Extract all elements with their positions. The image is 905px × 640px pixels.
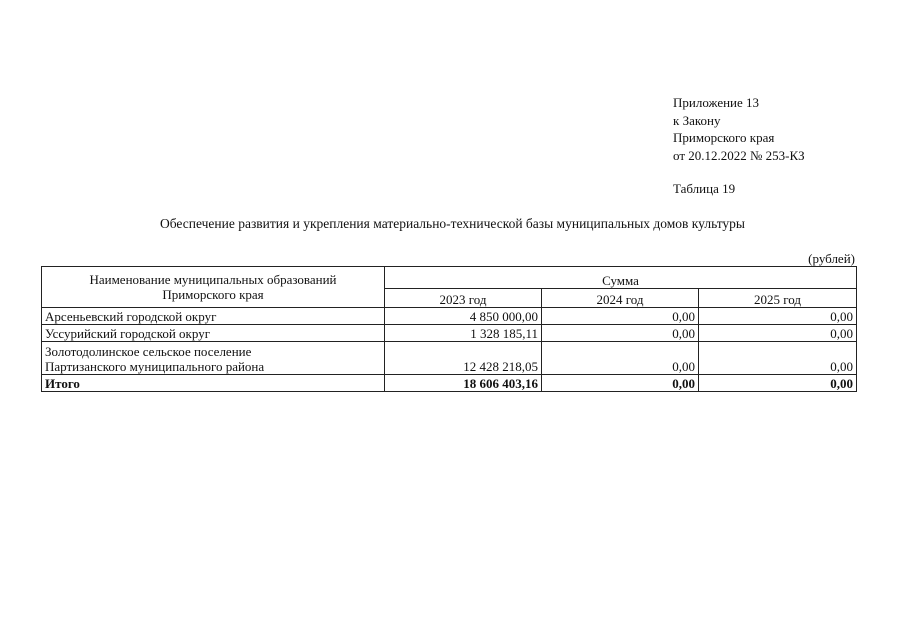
appendix-block [673,94,805,164]
value-2023-cell: 1 328 185,11 [385,325,542,342]
header-name-line: Наименование муниципальных образований [89,272,337,287]
appendix-line: Приморского края [673,130,775,145]
total-2023-cell: 18 606 403,16 [385,375,542,392]
row-name-line: Золотодолинское сельское поселение [45,344,252,359]
table-row [42,325,857,342]
table-number: Таблица 19 [673,181,736,196]
header-year-2023: 2023 год [385,288,542,307]
value-2023-cell: 12 428 218,05 [385,342,542,375]
row-name-cell: Уссурийский городской округ [42,325,385,342]
value-2025-cell: 0,00 [699,325,857,342]
header-sum-cell: Сумма [385,267,857,289]
value-2023-cell: 4 850 000,00 [385,308,542,325]
total-2024-cell: 0,00 [542,375,699,392]
header-year-2024: 2024 год [542,288,699,307]
row-name-cell: Арсеньевский городской округ [42,308,385,325]
row-name-cell [42,342,385,375]
appendix-line: к Закону [673,112,721,128]
header-year-2025: 2025 год [699,288,857,307]
row-name-line: Партизанского муниципального района [45,359,265,374]
appendix-line: от 20.12.2022 № 253-КЗ [673,147,805,163]
total-label-cell: Итого [42,375,385,392]
table-header-row [42,267,857,289]
header-name-cell [42,267,385,308]
appendix-line: Приложение 13 [673,95,760,110]
value-2024-cell: 0,00 [542,308,699,325]
value-2024-cell: 0,00 [542,342,699,375]
table-row [42,308,857,325]
total-2025-cell: 0,00 [699,375,857,392]
total-row [42,375,857,392]
funding-table [41,266,857,392]
document-title: Обеспечение развития и укрепления материально-технической базы муниципальных домов культуры [159,216,745,231]
unit-label: (рублей) [808,251,855,266]
value-2024-cell: 0,00 [542,325,699,342]
value-2025-cell: 0,00 [699,342,857,375]
value-2025-cell: 0,00 [699,308,857,325]
table-row [42,342,857,375]
header-name-line: Приморского края [162,287,264,302]
